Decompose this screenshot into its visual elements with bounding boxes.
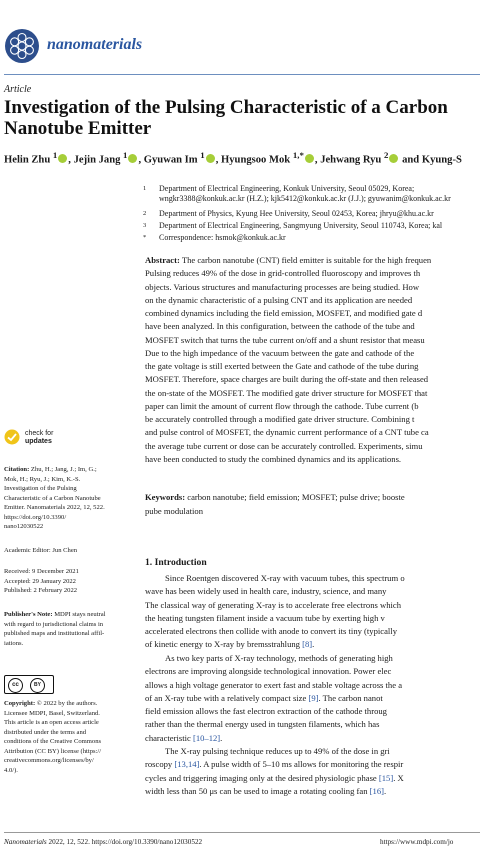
author-list: Helin Zhu $^1$ , Jejin Jang $^1$ , Gyuwan Im $^1$ , Hyungsoo Mok $^{1,*}$ , Jehwang Ryu $^2$ and Kyung-S — [4, 150, 462, 166]
intro-line: cycles and triggering imaging only at the desired physiologic phase [15]. X — [145, 772, 404, 783]
copyright-line: conditions of the Creative Commons — [4, 738, 102, 745]
title-line-1: Investigation of the Pulsing Characteristic of a Carbon — [4, 97, 448, 118]
article-type: Article — [4, 84, 32, 95]
abstract-line: Abstract: The carbon nanotube (CNT) field emitter is suitable for the high frequen — [145, 255, 432, 265]
reference-link[interactable]: [15] — [378, 772, 394, 783]
orcid-icon[interactable] — [206, 154, 215, 163]
copyright-line: This article is an open access article — [4, 719, 99, 726]
check-label: check for — [25, 430, 54, 437]
check-for-updates-icon[interactable] — [4, 429, 20, 445]
author-name[interactable]: Jehwang Ryu — [320, 154, 382, 166]
keywords-line: Keywords: carbon nanotube; field emission; MOSFET; pulse drive; booste — [145, 492, 405, 502]
abstract-line: the average tube current or dose can be accurately controlled. Experiments, simu — [145, 440, 423, 451]
intro-line: of an X-ray tube with a relatively compact size [9]. The carbon nanot — [145, 692, 383, 703]
publisher-note-line: with regard to jurisdictional claims in — [4, 620, 104, 628]
copyright-link[interactable]: Attribution (CC BY) license (https:// — [4, 747, 102, 755]
citation-line: Characteristic of a Carbon Nanotube — [4, 494, 101, 502]
keywords-line: pube modulation — [145, 506, 203, 516]
section-heading-introduction: 1. Introduction — [145, 557, 207, 568]
intro-line: Since Roentgen discovered X-ray with vacuum tubes, this spectrum o — [165, 573, 405, 583]
abstract-line: the gate voltage is still exerted between the Gate and cathode of the tube during — [145, 361, 419, 371]
publisher-note-line: iations. — [4, 639, 24, 647]
footer-journal-link[interactable]: https://www.mdpi.com/jo — [380, 838, 454, 846]
publisher-note-line: published maps and institutional affil- — [4, 630, 105, 637]
abstract-line: MOSFET. Therefore, space charges are built during the off-state and then released — [145, 374, 429, 385]
citation-doi-link[interactable]: https://doi.org/10.3390/ — [4, 513, 67, 521]
introduction-paragraph-2 — [145, 652, 402, 745]
copyright-line: 4.0/). — [4, 766, 18, 774]
abstract-line: and pulse control of MOSFET, the dynamic current performance of a CNT tube ca — [145, 427, 429, 438]
abstract-line: Pulsing reduces 49% of the dose in grid-controlled fluoroscopy and improves th — [145, 268, 421, 279]
affiliation-text: Department of Physics, Kyung Hee University, Seoul 02453, Korea; jhryu@khu.ac.kr — [159, 209, 434, 218]
introduction-paragraph-3 — [145, 745, 404, 798]
abstract-line: paper can limit the amount of current flow through the cathode. Tube current (b — [145, 400, 419, 411]
author-name[interactable]: Hyungsoo Mok — [221, 154, 291, 166]
intro-line: width less than 50 μs can be used to image a rotating cooling fan [16]. — [145, 785, 387, 796]
paper-title — [4, 97, 480, 139]
header-divider — [4, 74, 480, 75]
intro-line: The X-ray pulsing technique reduces up to 49% of the dose in gri — [165, 746, 390, 756]
reference-link[interactable]: [10–12] — [192, 732, 221, 743]
footer-citation[interactable]: Nanomaterials 2022, 12, 522. https://doi.org/10.3390/nano12030522 — [4, 838, 203, 846]
footer-divider — [4, 832, 480, 833]
abstract-line: the on-state of the MOSFET. The modified gate driver structure for MOSFET that — [145, 387, 428, 398]
intro-line: the heating tungsten filament inside a vacuum tube by exerting high v — [145, 612, 385, 623]
copyright-line: distributed under the terms and — [4, 728, 87, 736]
orcid-icon[interactable] — [389, 154, 398, 163]
abstract-label: Abstract: — [145, 255, 180, 265]
intro-line: The classical way of generating X-ray is to accelerate free electrons which — [145, 599, 402, 610]
intro-line: As two key parts of X-ray technology, methods of generating high — [165, 653, 393, 663]
orcid-icon[interactable] — [128, 154, 137, 163]
reference-link[interactable]: [8] — [302, 639, 313, 650]
accepted-date: Accepted: 29 January 2022 — [4, 577, 76, 585]
published-date: Published: 2 February 2022 — [4, 587, 78, 594]
affiliation-text: Department of Electrical Engineering, Sangmyung University, Seoul 110743, Korea; kal — [159, 221, 443, 230]
cc-icon: cc — [8, 678, 23, 693]
citation-line: Emitter. Nanomaterials 2022, 12, 522. — [4, 504, 105, 511]
reference-link[interactable]: [13,14] — [174, 759, 200, 770]
introduction-paragraph-1 — [145, 572, 405, 652]
affiliation-number: 1 — [143, 185, 147, 192]
intro-line: rather than the thermal energy used in tungsten filaments, which has — [145, 719, 380, 730]
journal-name[interactable]: nanomaterials — [47, 36, 143, 53]
author-affil: 1 — [200, 150, 205, 160]
abstract-line: have been analyzed. In this configuration, between the cathode of the tube and — [145, 321, 415, 332]
correspondence-text[interactable]: Correspondence: hsmok@konkuk.ac.kr — [159, 233, 286, 242]
cc-by-license-badge[interactable] — [4, 675, 54, 694]
orcid-icon[interactable] — [305, 154, 314, 163]
author-name[interactable]: Helin Zhu — [4, 154, 51, 166]
author-and: and — [402, 154, 420, 166]
reference-link[interactable]: [16] — [369, 785, 384, 796]
check-for-updates[interactable] — [25, 430, 53, 446]
author-affil: 2 — [384, 150, 389, 160]
copyright: Copyright: © 2022 by the authors. Licensee MDPI, Basel, Switzerland. This article is an open access article distributed under the terms and conditions of the Creative Commons Attribution (CC BY) license (https:// creativecommons.org/licenses/by/ 4.0/). — [4, 700, 102, 774]
author-affil: 1,* — [292, 150, 304, 160]
abstract-line: be accurately controlled through a modified gate driver structure. Combining t — [145, 414, 415, 424]
affiliation-number: 3 — [143, 222, 147, 229]
copyright-label: Copyright: — [4, 700, 36, 707]
intro-line: wave has been widely used in health care, industry, science, and many — [145, 586, 387, 597]
abstract-line: have been conducted to study the combined dynamics and its applications. — [145, 453, 402, 464]
copyright-line: Licensee MDPI, Basel, Switzerland. — [4, 709, 100, 717]
author-name[interactable]: Jejin Jang — [73, 154, 121, 166]
intro-line: electrons are improving alongside technological innovation. Power elec — [145, 666, 392, 677]
author-name[interactable]: Gyuwan Im — [143, 154, 198, 166]
keywords-label: Keywords: — [145, 492, 186, 502]
citation-line: Mok, H.; Ryu, J.; Kim, K.-S. — [4, 475, 81, 483]
affiliation-number: 2 — [143, 210, 147, 217]
copyright-link[interactable]: creativecommons.org/licenses/by/ — [4, 757, 94, 764]
abstract-line: MOSFET switch that turns the tube current on/off and a shunt resistor that measu — [145, 334, 425, 345]
intro-line: allows a high voltage generator to exert fast and stable voltage across the a — [145, 679, 403, 690]
received-date: Received: 9 December 2021 — [4, 568, 79, 575]
by-icon: BY — [30, 678, 45, 693]
keywords — [145, 490, 405, 518]
abstract-line: combined dynamics including the field emission, MOSFET, and modified gate d — [145, 308, 423, 318]
affiliation-number: * — [143, 234, 147, 241]
intro-line: of kinetic energy to X-ray by bremsstrahlung [8]. — [145, 639, 315, 650]
intro-line: accelerated electrons then collide with anode to convert its tiny (typically — [145, 626, 397, 637]
updates-label: updates — [25, 438, 52, 445]
orcid-icon[interactable] — [58, 154, 67, 163]
abstract — [145, 254, 431, 466]
affiliation-text — [159, 184, 451, 204]
author-affil: 1 — [123, 150, 128, 160]
publisher-note-label: Publisher's Note: — [4, 611, 53, 618]
history-dates — [4, 567, 79, 596]
title-line-2: Nanotube Emitter — [4, 118, 152, 139]
journal-logo-icon — [4, 28, 40, 64]
intro-line: roscopy [13,14]. A pulse width of 5–10 ms allows for monitoring the respir — [145, 759, 404, 770]
publisher-note: Publisher's Note: MDPI stays neutral with regard to jurisdictional claims in published maps and institutional affil- iations. — [4, 611, 106, 647]
abstract-line: objects. Various structures and manufacturing processes are being studied. How — [145, 281, 420, 292]
citation-line: Investigation of the Pulsing — [4, 485, 77, 492]
author-name[interactable]: Kyung-S — [421, 154, 462, 166]
affiliation-line: Department of Electrical Engineering, Konkuk University, Seoul 05029, Korea; — [159, 184, 415, 193]
intro-line: field emission allows the fast electron extraction of the cathode throug — [145, 706, 387, 717]
intro-line: characteristic [10–12]. — [145, 732, 223, 743]
citation: Citation: Zhu, H.; Jang, J.; Im, G.; Mok, H.; Ryu, J.; Kim, K.-S. Investigation of the Pulsing Characteristic of a Carbon Nanotube Emitter. Nanomaterials 2022, 12, 522. https://doi.org/10.3390/ nano12030522 — [4, 466, 105, 530]
footer-journal: Nanomaterials — [4, 838, 47, 846]
affiliation-emails[interactable]: wngkr3388@konkuk.ac.kr (H.Z.); kjk5412@konkuk.ac.kr (J.J.); gyuwanim@konkuk.ac.kr — [159, 194, 451, 203]
author-affil: 1 — [52, 150, 58, 160]
abstract-line: Due to the high impedance of the vacuum between the gate and cathode of the — [145, 347, 415, 358]
reference-link[interactable]: [9] — [308, 692, 319, 703]
citation-label: Citation: — [4, 466, 30, 473]
academic-editor: Academic Editor: Jun Chen — [4, 547, 78, 554]
abstract-line: on the dynamic characteristic of a pulsing CNT and its application are needed — [145, 294, 413, 305]
citation-doi-link[interactable]: nano12030522 — [4, 523, 44, 530]
